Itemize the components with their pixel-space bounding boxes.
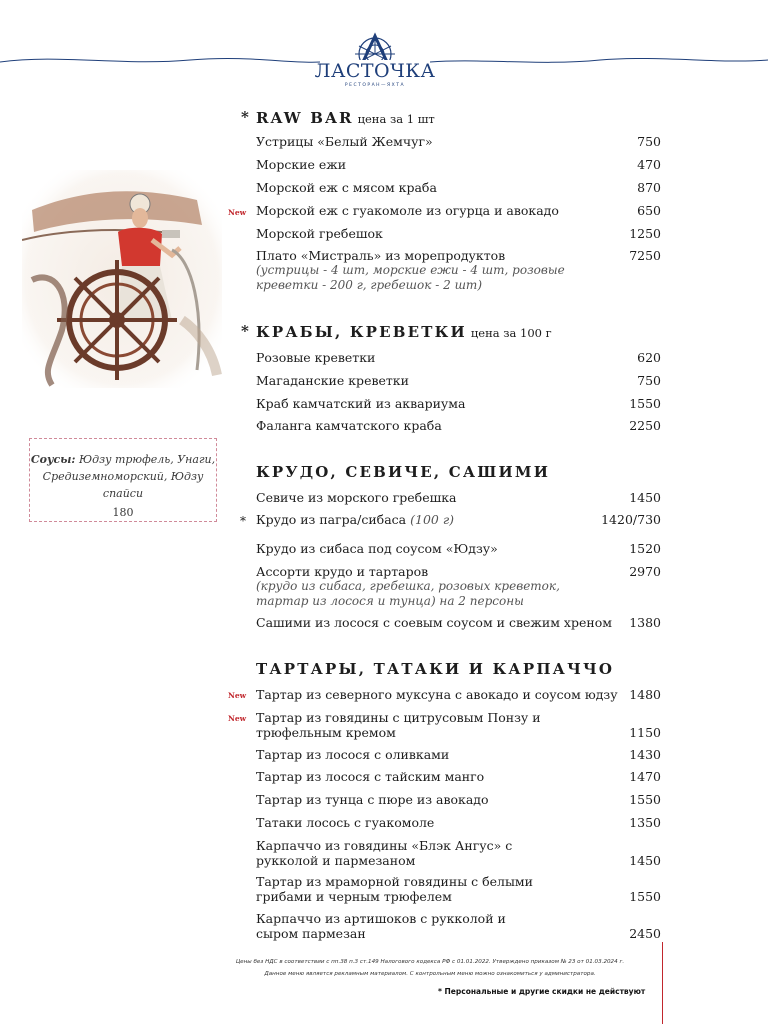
menu-item[interactable] (256, 911, 662, 941)
item-price: 2970 (629, 564, 661, 579)
menu-item[interactable] (256, 248, 662, 292)
item-name (256, 512, 626, 527)
item-price: 1520 (629, 541, 661, 556)
legal-line-1: Цены без НДС в соответствии с пп.38 п.3 ст.149 Налогового кодекса РФ с 01.01.2022. Утверждено приказом № 23 от 01.03.2024 г. (235, 959, 625, 965)
item-name: Морской еж с гуакомоле из огурца и авокадо (256, 203, 559, 218)
item-price: 2250 (629, 418, 661, 433)
sauce-note-box (29, 438, 217, 522)
sauce-label: Соусы: (30, 453, 76, 466)
item-price: 650 (637, 203, 661, 218)
item-description: (крудо из сибаса, гребешка, розовых креветок, тартар из лосося и тунца) на 2 персоны (256, 579, 560, 608)
menu-item[interactable] (256, 615, 662, 630)
menu-item[interactable] (256, 180, 662, 195)
item-name: Розовые креветки (256, 350, 376, 365)
item-price: 1450 (629, 490, 661, 505)
discount-note: * Персональные и другие скидки не действуют (438, 987, 646, 996)
item-name: Крудо из сибаса под соусом «Юдзу» (256, 541, 498, 556)
item-price: 1250 (629, 226, 661, 241)
item-price: 750 (637, 373, 661, 388)
new-badge: New (228, 714, 247, 723)
menu-item[interactable] (256, 710, 662, 740)
section-title-crudo: КРУДО, СЕВИЧЕ, САШИМИ (256, 463, 551, 481)
legal-footer (220, 956, 640, 980)
item-price: 1150 (629, 725, 661, 740)
item-description: (100 г) (410, 512, 455, 527)
menu-item[interactable] (256, 203, 662, 218)
menu-item[interactable] (256, 874, 662, 904)
item-price: 1350 (629, 815, 661, 830)
section-title-text: RAW BAR (256, 109, 354, 127)
item-description: (устрицы - 4 шт, морские ежи - 4 шт, розовые креветки - 200 г, гребешок - 2 шт) (256, 263, 565, 292)
menu-item[interactable] (256, 815, 662, 830)
section-star: * (241, 108, 249, 126)
item-name: Тартар из лосося с тайским манго (256, 769, 485, 784)
section-title-tartare: ТАРТАРЫ, ТАТАКИ И КАРПАЧЧО (256, 660, 615, 678)
section-title-text: КРАБЫ, КРЕВЕТКИ (256, 323, 467, 341)
item-price: 1430 (629, 747, 661, 762)
menu-item[interactable] (256, 769, 662, 784)
legal-line-2: Данное меню является рекламным материалом. С контрольным меню можно ознакомиться у администратора. (264, 971, 596, 977)
item-price: 1550 (629, 396, 661, 411)
item-price: 1480 (629, 687, 661, 702)
item-price: 1470 (629, 769, 661, 784)
menu-item[interactable] (256, 373, 662, 388)
item-name: Карпаччо из артишоков с рукколой и сыром пармезан (256, 911, 506, 941)
item-price: 1550 (629, 792, 661, 807)
item-name: Тартар из говядины с цитрусовым Понзу и трюфельным кремом (256, 710, 541, 740)
menu-item[interactable] (256, 747, 662, 762)
section-note: цена за 1 шт (357, 112, 435, 126)
item-price: 1380 (629, 615, 661, 630)
menu-item[interactable] (256, 157, 662, 172)
ship-wheel-illustration (22, 170, 222, 388)
item-name: Ассорти крудо и тартаров (256, 564, 429, 579)
item-name: Тартар из тунца с пюре из авокадо (256, 792, 489, 807)
item-name: Краб камчатский из аквариума (256, 396, 466, 411)
item-name: Морской еж с мясом краба (256, 180, 437, 195)
menu-item[interactable] (256, 226, 662, 241)
item-price: 750 (637, 134, 661, 149)
sauce-list: Юдзу трюфель, Унаги, Средиземноморский, Юдзу спайси (42, 453, 216, 500)
menu-item[interactable] (256, 134, 662, 149)
brand-name: ЛАСТОЧКА (314, 60, 436, 82)
menu-item[interactable] (256, 512, 662, 527)
item-name: Тартар из лосося с оливками (256, 747, 450, 762)
section-star: * (241, 322, 249, 340)
menu-column (228, 0, 668, 1024)
section-title-crabs (256, 323, 552, 341)
item-name: Морской гребешок (256, 226, 383, 241)
sauce-description (30, 451, 216, 502)
item-name: Морские ежи (256, 157, 347, 172)
item-name: Фаланга камчатского краба (256, 418, 442, 433)
item-price: 1450 (629, 853, 661, 868)
item-price: 470 (637, 157, 661, 172)
item-price: 7250 (629, 248, 661, 263)
item-name: Татаки лосось с гуакомоле (256, 815, 435, 830)
item-price: 870 (637, 180, 661, 195)
menu-item[interactable] (256, 418, 662, 433)
menu-item[interactable] (256, 541, 662, 556)
menu-item[interactable] (256, 687, 662, 702)
item-name: Плато «Мистраль» из морепродуктов (256, 248, 506, 263)
item-name: Устрицы «Белый Жемчуг» (256, 134, 433, 149)
menu-item[interactable] (256, 350, 662, 365)
item-name: Севиче из морского гребешка (256, 490, 457, 505)
item-name: Сашими из лосося с соевым соусом и свежим хреном (256, 615, 612, 630)
red-divider-line (662, 942, 663, 1024)
item-price: 620 (637, 350, 661, 365)
menu-item[interactable] (256, 792, 662, 807)
new-badge: New (228, 691, 247, 700)
item-price: 1550 (629, 889, 661, 904)
item-price: 1420/730 (601, 512, 661, 527)
new-badge: New (228, 208, 247, 217)
item-name: Тартар из мраморной говядины с белыми грибами и черным трюфелем (256, 874, 533, 904)
section-note: цена за 100 г (470, 326, 552, 340)
menu-item[interactable] (256, 396, 662, 411)
menu-item[interactable] (256, 564, 662, 608)
item-star: * (240, 514, 246, 528)
item-name: Карпаччо из говядины «Блэк Ангус» с рукколой и пармезаном (256, 838, 513, 868)
brand-subtitle: РЕСТОРАН—ЯХТА (344, 83, 406, 88)
menu-item[interactable] (256, 838, 662, 868)
item-name: Магаданские креветки (256, 373, 409, 388)
menu-item[interactable] (256, 490, 662, 505)
item-name: Тартар из северного муксуна с авокадо и соусом юдзу (256, 687, 618, 702)
item-name-text: Крудо из пагра/сибаса (256, 512, 407, 527)
section-title-raw-bar (256, 109, 435, 127)
sauce-price: 180 (112, 506, 134, 519)
item-price: 2450 (629, 926, 661, 941)
